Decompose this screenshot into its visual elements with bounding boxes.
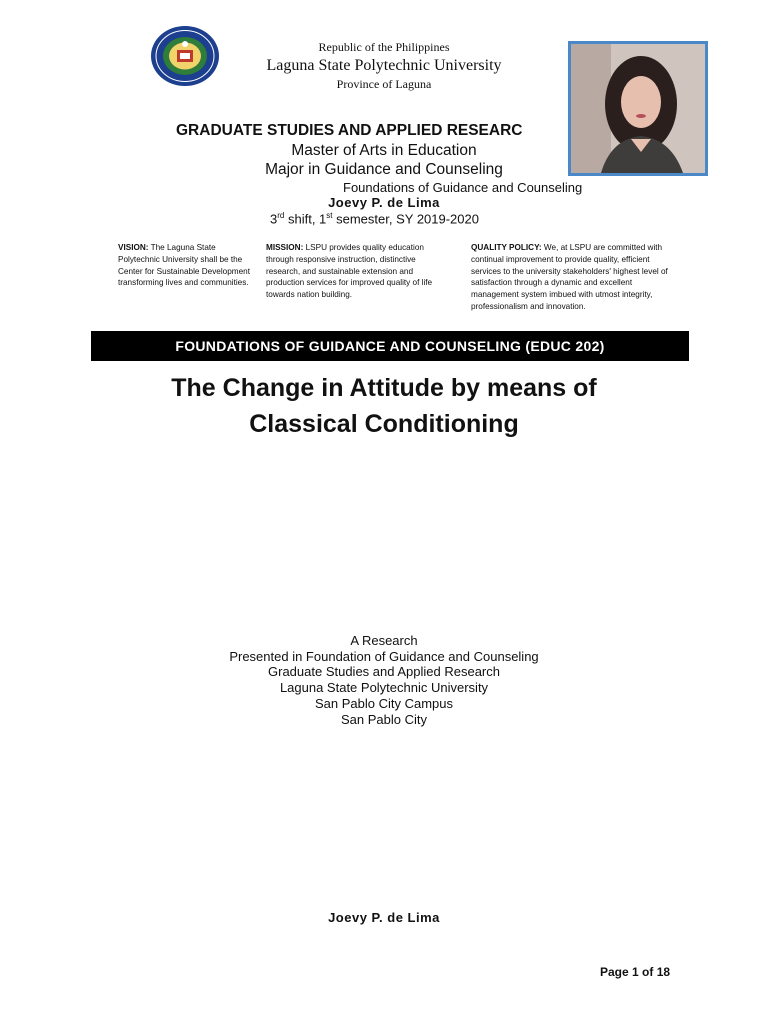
vision-text: The Laguna State Polytechnic University shall be the Center for Sustainable Development transforming lives and communities. <box>118 243 250 288</box>
quality-label: QUALITY POLICY: <box>471 243 542 252</box>
university-seal-logo <box>150 25 220 87</box>
province-line: Province of Laguna <box>336 77 432 91</box>
author-name: Joevy P. de Lima <box>328 195 440 210</box>
page-number <box>600 965 670 979</box>
course-banner: FOUNDATIONS OF GUIDANCE AND COUNSELING (EDUC 202) <box>91 331 689 361</box>
shift-semester-line <box>270 211 479 226</box>
vision-label: VISION: <box>118 243 149 252</box>
mission-text: LSPU provides quality education through responsive instruction, distinctive research, and sustainable extension and production services for improved quality of life towards nation building. <box>266 243 433 300</box>
republic-line: Republic of the Philippines <box>318 40 450 54</box>
page-current: 1 <box>632 965 639 979</box>
shift-suffix: rd <box>277 211 285 220</box>
research-line: San Pablo City <box>341 711 427 727</box>
semester-number: 1 <box>319 211 327 227</box>
degree-line: Master of Arts in Education <box>291 142 477 159</box>
quality-text: We, at LSPU are committed with continual improvement to provide quality, efficient services to the university stakeholders' highest level of satisfaction through a dynamic and excellent management system imbued with utmost integrity, professionalism and innovation. <box>471 243 668 311</box>
mission-label: MISSION: <box>266 243 304 252</box>
title-line-1: The Change in Attitude by means of <box>171 374 597 402</box>
shift-word: shift, <box>284 211 320 227</box>
page-of: of <box>638 965 657 979</box>
document-title <box>91 370 677 442</box>
page-prefix: Page <box>600 965 633 979</box>
research-line: Graduate Studies and Applied Research <box>268 664 500 680</box>
research-line: A Research <box>350 633 418 648</box>
subject-line: Foundations of Guidance and Counseling <box>343 180 583 195</box>
page-total: 18 <box>656 965 671 979</box>
semester-rest: semester, SY 2019-2020 <box>332 211 479 227</box>
semester-suffix: st <box>326 211 333 220</box>
vision-block <box>118 242 250 289</box>
author-photo <box>568 41 708 176</box>
footer-author-name: Joevy P. de Lima <box>328 910 440 925</box>
research-line: San Pablo City Campus <box>314 695 453 711</box>
title-line-2: Classical Conditioning <box>249 410 519 438</box>
mission-block <box>266 242 452 301</box>
research-block <box>184 633 584 727</box>
quality-policy-block <box>471 242 681 313</box>
research-line: Presented in Foundation of Guidance and Counseling <box>229 648 539 664</box>
major-line: Major in Guidance and Counseling <box>265 161 503 178</box>
research-line: Laguna State Polytechnic University <box>279 680 489 696</box>
shift-number: 3 <box>270 211 278 227</box>
university-name: Laguna State Polytechnic University <box>266 57 502 74</box>
graduate-studies-heading: GRADUATE STUDIES AND APPLIED RESEARC <box>176 122 523 139</box>
